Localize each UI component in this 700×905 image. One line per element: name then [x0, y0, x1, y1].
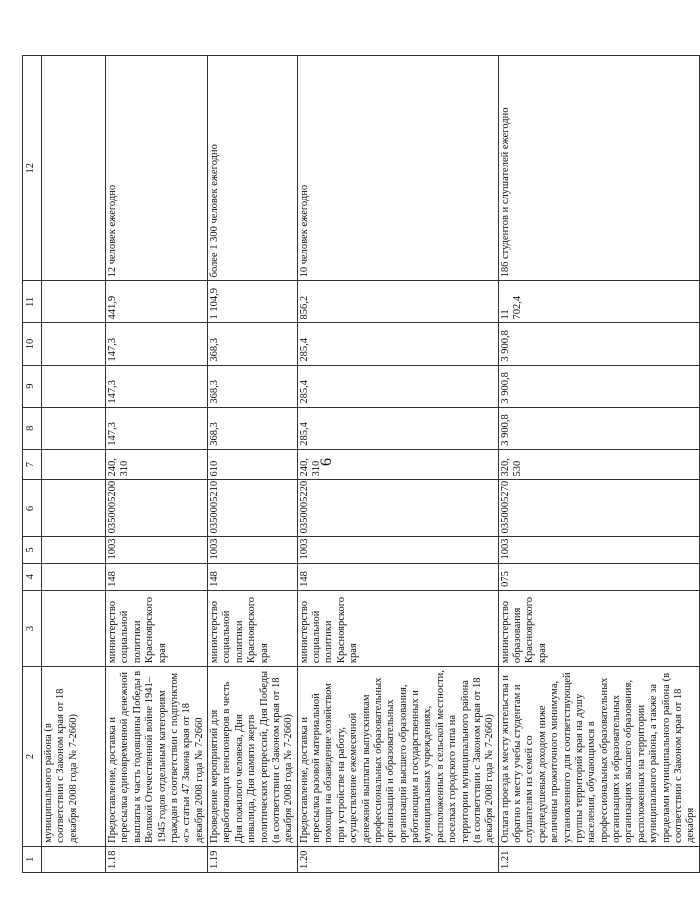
expected-result: [42, 56, 106, 281]
measure-description: Проведение мероприятий для неработающих пенсионеров в честь Дня пожилого человека, Дня инвалида, Дня памяти жертв политических репрессий, Дня Победы (в соответствии с Законом края от 18 декабря 2008 года № 7-2660): [208, 667, 298, 847]
code-section: 1003: [106, 537, 208, 563]
value-year2: 368,3: [208, 365, 298, 407]
value-year3: 3 900,8: [498, 323, 699, 365]
header-cell: 10: [23, 323, 42, 365]
expected-result: 10 человек ежегодно: [297, 56, 498, 281]
measure-description: Предоставление, доставка и пересылка разовой материальной помощи на обзаведение хозяйством при устройстве на работу, осуществление ежемесячной денежной выплаты выпускникам профессиональных образовательных организаций и образовательных организаций высшего образования, работающим в государственных и муниципальных учреждениях, расположенных в сельской местности, поселках городского типа на территории муниципального района (в соответствии с Законом края от 18 декабря 2008 года № 7-2660): [297, 667, 498, 847]
header-cell: 2: [23, 667, 42, 847]
header-cell: 6: [23, 480, 42, 537]
value-total: 856,2: [297, 281, 498, 323]
header-cell: 9: [23, 365, 42, 407]
code-section: [42, 537, 106, 563]
header-cell: 11: [23, 281, 42, 323]
row-number: 1.21: [498, 846, 699, 872]
table-row: [106, 56, 208, 873]
code-section: 1003: [498, 537, 699, 563]
header-cell: 8: [23, 407, 42, 449]
value-year3: [42, 323, 106, 365]
code-type: 320, 530: [498, 449, 699, 480]
value-year2: 3 900,8: [498, 365, 699, 407]
code-type: [42, 449, 106, 480]
responsible-body: [42, 590, 106, 666]
value-year2: 147,3: [106, 365, 208, 407]
code-type: 240, 310: [106, 449, 208, 480]
expected-result: более 1 300 человек ежегодно: [208, 56, 298, 281]
value-year3: 285,4: [297, 323, 498, 365]
value-total: 1 104,9: [208, 281, 298, 323]
row-number: 1.18: [106, 846, 208, 872]
measure-description: Оплата проезда к месту жительства и обратно к месту учебы студентам и слушателям из семей со среднедушевым доходом ниже величины прожиточного минимума, установленного для соответствующей группы территорий края на душу населения, обучающимся в профессиональных образовательных организациях и образовательных организациях высшего образования, расположенных на территории муниципального района, а также за пределами муниципального района (в соответствии с Законом края от 18 декабря: [498, 667, 699, 847]
responsible-body: министерство социальной политики Красноярского края: [106, 590, 208, 666]
budget-table: [22, 55, 700, 873]
table-row: [208, 56, 298, 873]
table-row: [42, 56, 106, 873]
header-row: [23, 56, 42, 873]
code-section: 1003: [297, 537, 498, 563]
row-number: [42, 846, 106, 872]
header-cell: 12: [23, 56, 42, 281]
header-cell: 1: [23, 846, 42, 872]
value-year1: 147,3: [106, 407, 208, 449]
expected-result: 186 студентов и слушателей ежегодно: [498, 56, 699, 281]
table-row: [297, 56, 498, 873]
measure-description: муниципального района (в соответствии с Законом края от 18 декабря 2008 года № 7-2660): [42, 667, 106, 847]
table-row: [498, 56, 699, 873]
value-year3: 368,3: [208, 323, 298, 365]
code-target: 0350005220: [297, 480, 498, 537]
value-total: 441,9: [106, 281, 208, 323]
code-target: 0350005270: [498, 480, 699, 537]
value-year1: 3 900,8: [498, 407, 699, 449]
code-type: 610: [208, 449, 298, 480]
value-year1: [42, 407, 106, 449]
code-grbs: 148: [297, 563, 498, 590]
value-year1: 285,4: [297, 407, 498, 449]
header-cell: 3: [23, 590, 42, 666]
value-year1: 368,3: [208, 407, 298, 449]
code-section: 1003: [208, 537, 298, 563]
responsible-body: министерство социальной политики Красноярского края: [297, 590, 498, 666]
measure-description: Предоставление, доставка и пересылка единовременной денежной выплаты к часть годовщины Победы в Великой Отечественной войне 1941–1945 годов отдельным категориям граждан в соответствии с подпунктом «г» статьи 47 Закона края от 18 декабря 2008 года № 7-2660: [106, 667, 208, 847]
value-total: 11 702,4: [498, 281, 699, 323]
value-year2: [42, 365, 106, 407]
code-target: [42, 480, 106, 537]
value-year2: 285,4: [297, 365, 498, 407]
code-target: 0350005210: [208, 480, 298, 537]
responsible-body: министерство образования Красноярского края: [498, 590, 699, 666]
code-grbs: 075: [498, 563, 699, 590]
expected-result: 12 человек ежегодно: [106, 56, 208, 281]
code-grbs: 148: [106, 563, 208, 590]
header-cell: 4: [23, 563, 42, 590]
code-target: 0350005200: [106, 480, 208, 537]
value-year3: 147,3: [106, 323, 208, 365]
header-cell: 7: [23, 449, 42, 480]
code-grbs: [42, 563, 106, 590]
page-number: 6: [318, 458, 335, 466]
responsible-body: министерство социальной политики Красноярского края: [208, 590, 298, 666]
value-total: [42, 281, 106, 323]
row-number: 1.19: [208, 846, 298, 872]
rotated-document: [22, 33, 697, 873]
code-grbs: 148: [208, 563, 298, 590]
code-type: 240, 310: [297, 449, 498, 480]
row-number: 1.20: [297, 846, 498, 872]
header-cell: 5: [23, 537, 42, 563]
